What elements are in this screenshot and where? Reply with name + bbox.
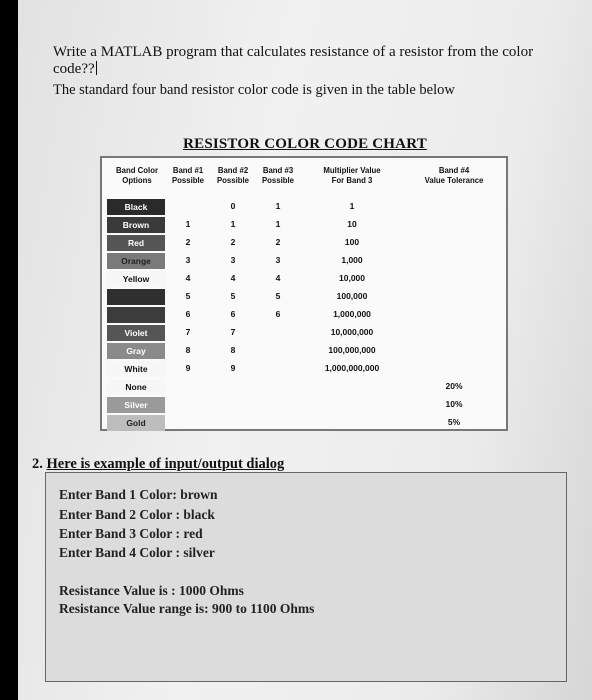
table-cell-b1: 3 <box>185 255 191 265</box>
table-row <box>102 414 506 432</box>
header-band-2 <box>212 166 254 186</box>
table-cell-b1: 5 <box>185 291 191 301</box>
header-text: Multiplier Value <box>323 166 381 175</box>
resistor-color-table <box>100 156 508 431</box>
table-cell-b2: 2 <box>230 237 236 247</box>
header-text: Band #3 <box>262 166 294 175</box>
table-row <box>102 234 506 252</box>
table-cell-b1: 6 <box>185 309 191 319</box>
dialog-line: Enter Band 4 Color : silver <box>59 545 215 560</box>
header-band-3 <box>256 166 300 186</box>
chart-title: RESISTOR COLOR CODE CHART <box>183 136 427 152</box>
color-swatch: None <box>107 379 165 395</box>
table-cell-mult: 1 <box>349 201 355 211</box>
color-swatch: Silver <box>107 397 165 413</box>
table-cell-b3: 2 <box>275 237 281 247</box>
table-cell-b1: 8 <box>185 345 191 355</box>
question-2-title <box>32 456 284 473</box>
table-cell-b2: 5 <box>230 291 236 301</box>
table-cell-b3: 4 <box>275 273 281 283</box>
question-2-text: Here is example of input/output dialog <box>46 456 285 472</box>
color-swatch: Gold <box>107 415 165 431</box>
header-band-1 <box>168 166 208 186</box>
table-cell-b2: 4 <box>230 273 236 283</box>
table-cell-b2: 6 <box>230 309 236 319</box>
color-swatch: Orange <box>107 253 165 269</box>
table-cell-tol: 5% <box>447 417 461 427</box>
header-multiplier <box>302 166 402 186</box>
table-cell-tol: 10% <box>445 399 463 409</box>
color-swatch <box>107 289 165 305</box>
dialog-line: Enter Band 2 Color : black <box>59 507 215 522</box>
header-text: Possible <box>171 176 205 185</box>
table-cell-tol: 20% <box>445 381 463 391</box>
color-swatch <box>107 307 165 323</box>
dialog-line: Enter Band 3 Color : red <box>59 526 203 541</box>
color-swatch: White <box>107 361 165 377</box>
table-cell-mult: 100,000 <box>336 291 368 301</box>
header-text: Value Tolerance <box>424 176 484 185</box>
table-cell-mult: 1,000,000,000 <box>324 363 380 373</box>
header-text: Band #4 <box>438 166 470 175</box>
table-cell-b1: 4 <box>185 273 191 283</box>
io-dialog-box <box>45 472 567 682</box>
table-row <box>102 216 506 234</box>
dialog-line: Resistance Value is : 1000 Ohms <box>59 583 244 598</box>
table-row <box>102 342 506 360</box>
table-row <box>102 252 506 270</box>
table-header <box>102 158 506 198</box>
table-cell-b1: 1 <box>185 219 191 229</box>
table-cell-mult: 1,000 <box>341 255 363 265</box>
table-row <box>102 270 506 288</box>
header-text: Options <box>122 176 152 185</box>
color-swatch: Brown <box>107 217 165 233</box>
table-cell-mult: 10 <box>347 219 357 229</box>
dialog-line: Enter Band 1 Color: brown <box>59 487 218 502</box>
header-text: Possible <box>216 176 250 185</box>
table-cell-mult: 10,000 <box>339 273 365 283</box>
table-cell-mult: 100 <box>344 237 360 247</box>
table-row <box>102 306 506 324</box>
table-row <box>102 198 506 216</box>
table-cell-b3: 1 <box>275 201 281 211</box>
table-cell-mult: 10,000,000 <box>330 327 374 337</box>
color-swatch: Yellow <box>107 271 165 287</box>
table-cell-b3: 6 <box>275 309 281 319</box>
question-1-line-1: Write a MATLAB program that calculates resistance of a resistor from the color <box>53 44 534 60</box>
table-cell-b2: 8 <box>230 345 236 355</box>
table-cell-mult: 1,000,000 <box>333 309 371 319</box>
header-text: Band Color <box>115 166 158 175</box>
header-text: For Band 3 <box>331 176 373 185</box>
table-row <box>102 324 506 342</box>
header-text: Band #2 <box>217 166 249 175</box>
table-cell-b1: 9 <box>185 363 191 373</box>
table-row <box>102 378 506 396</box>
header-text: Band #1 <box>172 166 204 175</box>
question-2-number: 2. <box>32 456 47 472</box>
question-1-line-3: The standard four band resistor color code is given in the table below <box>53 82 455 98</box>
table-row <box>102 360 506 378</box>
table-row <box>102 288 506 306</box>
table-cell-mult: 100,000,000 <box>328 345 376 355</box>
color-swatch: Black <box>107 199 165 215</box>
text-cursor <box>96 61 97 75</box>
color-swatch: Red <box>107 235 165 251</box>
table-cell-b3: 1 <box>275 219 281 229</box>
table-cell-b2: 9 <box>230 363 236 373</box>
table-cell-b2: 0 <box>230 201 236 211</box>
color-swatch: Violet <box>107 325 165 341</box>
header-band-color <box>104 166 170 186</box>
table-cell-b2: 1 <box>230 219 236 229</box>
table-row <box>102 396 506 414</box>
table-cell-b2: 7 <box>230 327 236 337</box>
table-cell-b2: 3 <box>230 255 236 265</box>
table-cell-b1: 2 <box>185 237 191 247</box>
table-cell-b3: 5 <box>275 291 281 301</box>
question-1 <box>53 44 573 78</box>
header-band-4 <box>402 166 506 186</box>
table-cell-b3: 3 <box>275 255 281 265</box>
dialog-line: Resistance Value range is: 900 to 1100 Ohms <box>59 601 315 616</box>
table-cell-b1: 7 <box>185 327 191 337</box>
question-1-line-2: code?? <box>53 61 95 77</box>
header-text: Possible <box>261 176 295 185</box>
color-swatch: Gray <box>107 343 165 359</box>
